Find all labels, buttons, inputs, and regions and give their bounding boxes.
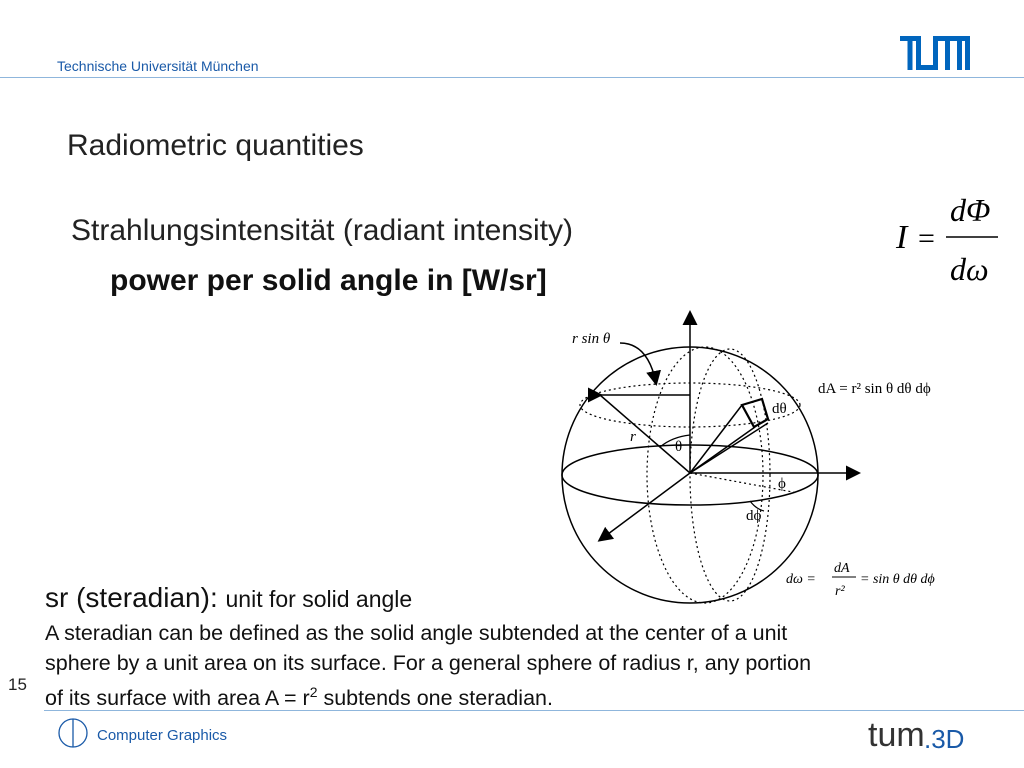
label-phi: ϕ xyxy=(778,476,786,492)
footer-divider xyxy=(44,710,1024,711)
radiant-intensity-formula xyxy=(892,186,1002,290)
header-divider xyxy=(0,77,1024,78)
formula-denominator: dω xyxy=(950,251,989,287)
formula-equals: = xyxy=(918,222,935,255)
computer-graphics-icon xyxy=(57,717,89,749)
steradian-definition xyxy=(45,619,980,714)
radius-line xyxy=(600,395,690,473)
formula-numerator: dΦ xyxy=(950,192,991,228)
steradian-sublabel: unit for solid angle xyxy=(225,586,413,612)
definition-line-3-pre: of its surface with area A = r xyxy=(45,686,310,711)
definition-line: power per solid angle in [W/sr] xyxy=(110,264,547,297)
slide-title: Radiometric quantities xyxy=(67,129,364,162)
definition-line-3 xyxy=(45,678,980,714)
steradian-heading xyxy=(45,582,412,614)
tum-logo xyxy=(900,36,970,72)
tum3d-suffix: .3D xyxy=(924,724,965,752)
domega-den: r² xyxy=(835,584,845,599)
domega-num: dA xyxy=(834,561,850,576)
label-dphi: dϕ xyxy=(746,508,762,524)
r-sin-theta-arrow xyxy=(620,343,656,383)
patch-ray-3 xyxy=(690,427,755,473)
tum3d-logo xyxy=(866,712,970,752)
meridian-2 xyxy=(690,349,770,601)
meridian-1 xyxy=(647,347,763,603)
y-axis xyxy=(600,473,690,540)
definition-line-1: A steradian can be defined as the solid angle subtended at the center of a unit xyxy=(45,621,788,645)
label-r-sin-theta: r sin θ xyxy=(572,331,611,347)
label-dtheta: dθ xyxy=(772,401,787,417)
definition-superscript: 2 xyxy=(309,684,318,700)
domega-lhs: dω = xyxy=(786,572,816,587)
label-theta: θ xyxy=(675,439,683,455)
solid-angle-diagram xyxy=(560,305,980,605)
domega-formula xyxy=(786,561,935,599)
definition-line-3-post: subtends one steradian. xyxy=(317,686,553,711)
course-name: Computer Graphics xyxy=(97,727,228,744)
label-dA: dA = r² sin θ dθ dϕ xyxy=(818,381,931,397)
slide-subtitle: Strahlungsintensität (radiant intensity) xyxy=(71,214,573,247)
steradian-label: sr (steradian): xyxy=(45,582,218,613)
label-r: r xyxy=(630,429,636,445)
domega-rhs: = sin θ dθ dϕ xyxy=(860,572,935,587)
tum3d-prefix: tum xyxy=(868,716,925,752)
formula-lhs: I xyxy=(896,219,908,256)
institution-name: Technische Universität München xyxy=(57,58,259,74)
page-number: 15 xyxy=(8,675,27,694)
patch-ray-1 xyxy=(690,405,742,473)
definition-line-2: sphere by a unit area on its surface. For a general sphere of radius r, any portion xyxy=(45,650,812,675)
